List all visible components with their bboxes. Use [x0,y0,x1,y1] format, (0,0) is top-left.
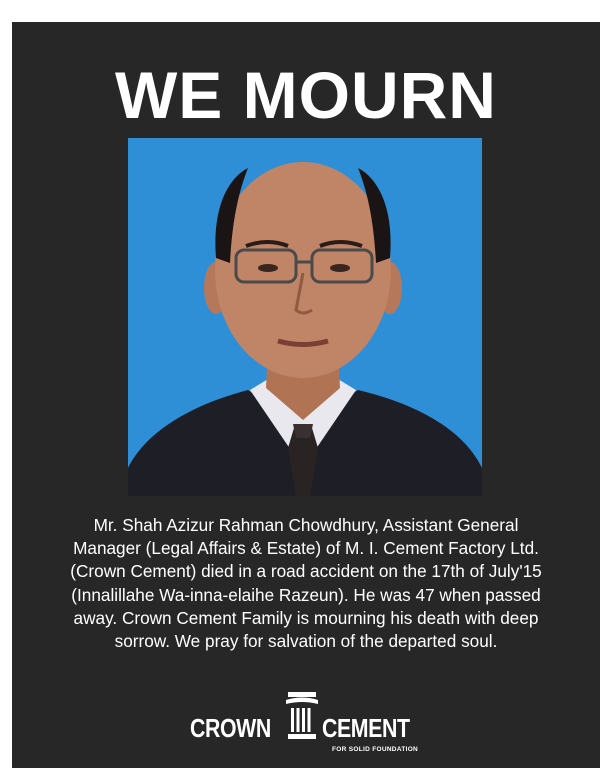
logo-tagline: FOR SOLID FOUNDATION [332,746,419,753]
portrait-photo [128,138,482,496]
message-line: sorrow. We pray for salvation of the departed soul. [114,631,498,652]
message-line: (Innalillahe Wa-inna-elaihe Razeun). He was 47 when passed [71,584,541,605]
message-line: Mr. Shah Azizur Rahman Chowdhury, Assistant General [93,515,519,535]
message-line: (Crown Cement) died in a road accident on the 17th of July'15 [70,561,542,582]
message-line: away. Crown Cement Family is mourning his death with deep [73,607,539,628]
portrait-image [128,138,482,496]
logo-word-right: CEMENT [322,713,410,743]
message-line: Manager (Legal Affairs & Estate) of M. I. Cement Factory Ltd. [73,538,539,559]
mourning-notice [12,22,600,768]
logo-word-left: CROWN [190,713,271,743]
tribute-message [42,514,570,653]
pillar-icon [286,690,318,742]
crown-cement-logo [188,686,424,756]
notice-title: WE MOURN [115,58,497,132]
